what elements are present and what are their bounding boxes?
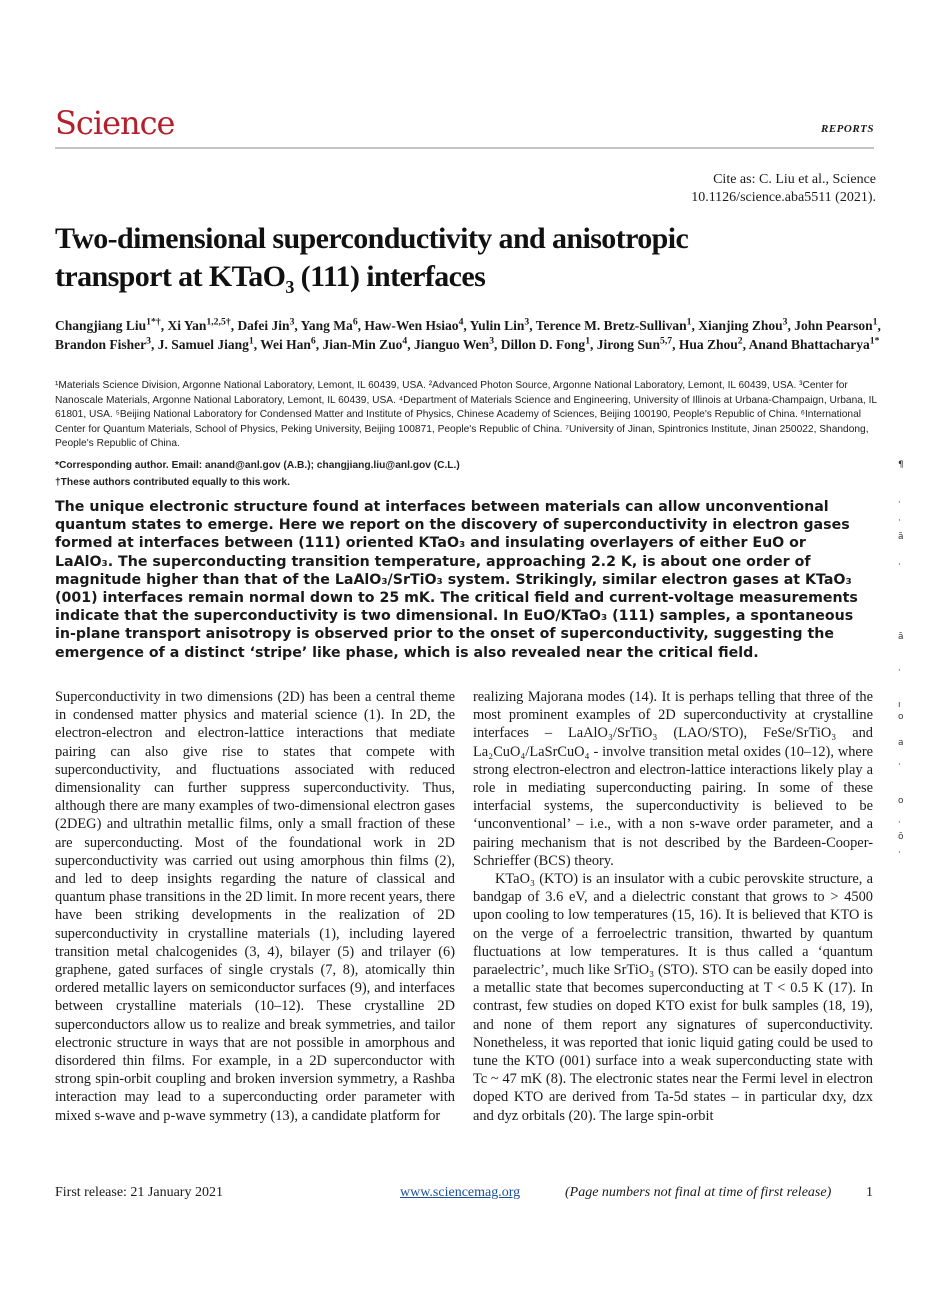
author-affiliation-marker: 5,7 xyxy=(659,335,673,347)
header-rule xyxy=(55,147,874,149)
margin-mark: · xyxy=(898,818,901,828)
author-affiliation-marker: 1 xyxy=(872,316,878,328)
author-name: Brandon Fisher xyxy=(55,337,147,352)
author-affiliation-marker: 2 xyxy=(737,335,743,347)
paragraph: realizing Majorana modes (14). It is perhaps telling that three of the most prominent examples of 2D superconductivity at crystalline interfaces – LaAlO₃/SrTiO₃ (LAO/STO), FeSe/SrTiO₃ and La₂CuO₄/LaSrCuO₄ - involve transition metal oxides (10–12), where strong electron-electron and electron-lattice interactions likely play a role in mediating superconducting pairing. In some of these interfacial systems, the superconductivity is believed to be ‘unconventional’ – i.e., with a non s-wave order parameter, and a pairing mechanism that is not described by the Bardeen-Cooper-Schrieffer (BCS) theory. xyxy=(473,689,873,869)
author-affiliation-marker: 3 xyxy=(289,316,295,328)
author-name: Wei Han xyxy=(260,337,311,352)
author-name: Dillon D. Fong xyxy=(500,337,586,352)
author-affiliation-marker: 6 xyxy=(310,335,316,347)
author-affiliation-marker: 3 xyxy=(782,316,788,328)
author-name: Jian-Min Zuo xyxy=(322,337,403,352)
author-name: John Pearson xyxy=(794,318,873,333)
author-list: Changjiang Liu$^{1*\dagger}$, Xi Yan$^{1,2,5\dagger}$, Dafei Jin$^3$, Yang Ma$^6$, Haw-Wen Hsiao$^4$, Yulin Lin$^3$, Terence M. Bretz-Sullivan$^1$, Xianjing Zhou$^3$, John Pearson$^1$, Brandon Fisher$^3$, J. Samuel Jiang$^1$, Wei Han$^6$, Jian-Min Zuo$^4$, Jianguo Wen$^3$, Dillon D. Fong$^1$, Jirong Sun$^{5,7}$, Hua Zhou$^2$, Anand Bhattacharya$^{1*}$ xyxy=(55,316,881,352)
margin-mark: · xyxy=(898,516,901,526)
margin-mark: · xyxy=(898,498,901,508)
page-number: 1 xyxy=(866,1185,873,1200)
author-affiliation-marker: 3 xyxy=(146,335,151,347)
author-affiliation-marker: 1* xyxy=(869,335,880,347)
author-name: Hua Zhou xyxy=(678,337,738,352)
equal-contribution-note: †These authors contributed equally to this work. xyxy=(55,477,290,488)
paragraph: Superconductivity in two dimensions (2D) has been a central theme in condensed matter physics and material science (1). In 2D, the electron-electron and electron-lattice interactions that mediate pairing can also give rise to states that compete with superconductivity, and fluctuations associated with reduced dimensionality can further suppress superconductivity. Thus, although there are many examples of two-dimensional electron gases (2DEG) and ultrathin metallic films, only a small fraction of these are superconducting. Most of the foundational work in 2D superconductivity was carried out using amorphous thin films (2), and led to deep insights regarding the nature of classical and quantum phase transitions in the 2D limit. In more recent years, there have been striking developments in the realization of 2D superconductivity in crystalline materials (1), including layered transition metal chalcogenides (3, 4), bilayer (5) and trilayer (6) graphene, gated surfaces of single crystals (7, 8), atomically thin ordered metallic layers on semiconductor surfaces (9), and interfaces between crystalline materials (10–12). These crystalline 2D superconductors allow us to realize and break symmetries, and tailor electronic structure in ways that are not possible in amorphous and disordered thin films. For example, in a 2D superconductor with strong spin-orbit coupling and broken inversion symmetry, a Rashba interaction may lead to a superconducting order parameter with mixed s-wave and p-wave symmetry (13), a candidate platform for xyxy=(55,689,455,1124)
margin-mark: · xyxy=(898,560,901,570)
author-affiliation-marker: 1*† xyxy=(146,316,161,328)
paragraph: KTaO₃ (KTO) is an insulator with a cubic perovskite structure, a bandgap of 3.6 eV, and a dielectric constant that grows to > 4500 upon cooling to low temperatures (15, 16). It is believed that KTO is on the verge of a ferroelectric transition, thwarted by quantum fluctuations at low temperatures. It is thus called a ‘quantum paraelectric’, much like SrTiO₃ (STO). STO can be easily doped into a metallic state that becomes superconducting at T < 0.5 K (17). In contrast, few studies on doped KTO exist for bulk samples (18, 19), and none of them report any signatures of superconductivity. Nonetheless, it was reported that ionic liquid gating could be used to tune the KTO (001) surface into a weak superconducting state with Tc ~ 47 mK (8). The electronic states near the Fermi level in electron doped KTO are derived from Ta-5d states – in particular dxy, dzx and dyz orbitals (20). The large spin-orbit xyxy=(473,871,873,1124)
citation-block xyxy=(691,171,876,207)
release-date: First release: 21 January 2021 xyxy=(55,1185,223,1200)
margin-mark: a xyxy=(898,738,904,748)
author-affiliation-marker: 1 xyxy=(585,335,591,347)
margin-mark: ā xyxy=(898,632,904,642)
margin-mark: ı xyxy=(898,700,901,710)
author-affiliation-marker: 1 xyxy=(686,316,692,328)
author-name: J. Samuel Jiang xyxy=(157,337,249,352)
author-name: Jirong Sun xyxy=(596,337,660,352)
author-name: Dafei Jin xyxy=(237,318,290,333)
author-affiliation-marker: 4 xyxy=(402,335,408,347)
margin-mark: ¶ xyxy=(898,460,904,470)
margin-mark: · xyxy=(898,848,901,858)
author-affiliation-marker: 1 xyxy=(248,335,254,347)
author-name: Yang Ma xyxy=(300,318,353,333)
abstract: The unique electronic structure found at interfaces between materials can allow unconventional quantum states to emerge. Here we report on the discovery of superconductivity in electron gases formed at interfaces between (111) oriented KTaO₃ and insulating overlayers of either EuO or LaAlO₃. The superconducting transition temperature, approaching 2.2 K, is about one order of magnitude higher than that of the LaAlO₃/SrTiO₃ system. Strikingly, similar electron gases at KTaO₃ (001) interfaces remain normal down to 25 mK. The critical field and current-voltage measurements indicate that the superconductivity is two dimensional. In EuO/KTaO₃ (111) samples, a spontaneous in-plane transport anisotropy is observed prior to the onset of superconductivity, suggesting the emergence of a distinct ‘stripe’ like phase, which is also revealed near the critical field. xyxy=(55,499,858,661)
margin-mark: ō xyxy=(898,832,904,842)
margin-mark: ā xyxy=(898,532,904,542)
author-affiliation-marker: 1,2,5† xyxy=(206,316,231,328)
author-name: Jianguo Wen xyxy=(414,337,490,352)
author-name: Changjiang Liu xyxy=(55,318,147,333)
author-name: Xi Yan xyxy=(167,318,207,333)
affiliations: ¹Materials Science Division, Argonne National Laboratory, Lemont, IL 60439, USA. ²Advanced Photon Source, Argonne National Laboratory, Lemont, IL 60439, USA. ³Center for Nanoscale Materials, Argonne National Laboratory, Lemont, IL 60439, USA. ⁴Department of Materials Science and Engineering, University of Illinois at Urbana-Champaign, Urbana, IL 61801, USA. ⁵Beijing National Laboratory for Condensed Matter and Institute of Physics, Chinese Academy of Sciences, Beijing 100190, People's Republic of China. ⁶International Center for Quantum Materials, School of Physics, Peking University, Beijing 100871, People's Republic of China. ⁷University of Jinan, Spintronics Institute, Jinan 250022, Shandong, People's Republic of China. xyxy=(55,380,877,450)
journal-logo: Science xyxy=(55,104,175,142)
margin-mark: · xyxy=(898,666,901,676)
citation-line-1: Cite as: C. Liu et al., Science xyxy=(713,172,876,187)
author-name: Terence M. Bretz-Sullivan xyxy=(535,318,687,333)
article-title xyxy=(55,220,835,296)
margin-mark: o xyxy=(898,796,904,806)
author-affiliation-marker: 3 xyxy=(489,335,495,347)
journal-link[interactable]: www.sciencemag.org xyxy=(400,1185,521,1200)
author-affiliation-marker: 3 xyxy=(524,316,530,328)
author-affiliation-marker: 6 xyxy=(352,316,358,328)
body-column-left xyxy=(55,688,455,1125)
author-name: Anand Bhattacharya xyxy=(748,337,870,352)
doi-line: 10.1126/science.aba5511 (2021). xyxy=(691,190,876,205)
author-name: Xianjing Zhou xyxy=(698,318,783,333)
page-note: (Page numbers not final at time of first release) xyxy=(565,1185,832,1200)
author-name: Yulin Lin xyxy=(469,318,525,333)
margin-mark: · xyxy=(898,760,901,770)
author-name: Haw-Wen Hsiao xyxy=(364,318,459,333)
title-line-1: Two-dimensional superconductivity and anisotropic xyxy=(55,222,689,255)
body-column-right xyxy=(473,688,873,1125)
margin-mark: o xyxy=(898,712,904,722)
author-affiliation-marker: 4 xyxy=(458,316,464,328)
corresponding-author: *Corresponding author. Email: anand@anl.gov (A.B.); changjiang.liu@anl.gov (C.L.) xyxy=(55,460,460,471)
title-line-2: transport at KTaO$_3$ (111) interfaces xyxy=(55,260,486,297)
section-label: REPORTS xyxy=(820,123,874,135)
